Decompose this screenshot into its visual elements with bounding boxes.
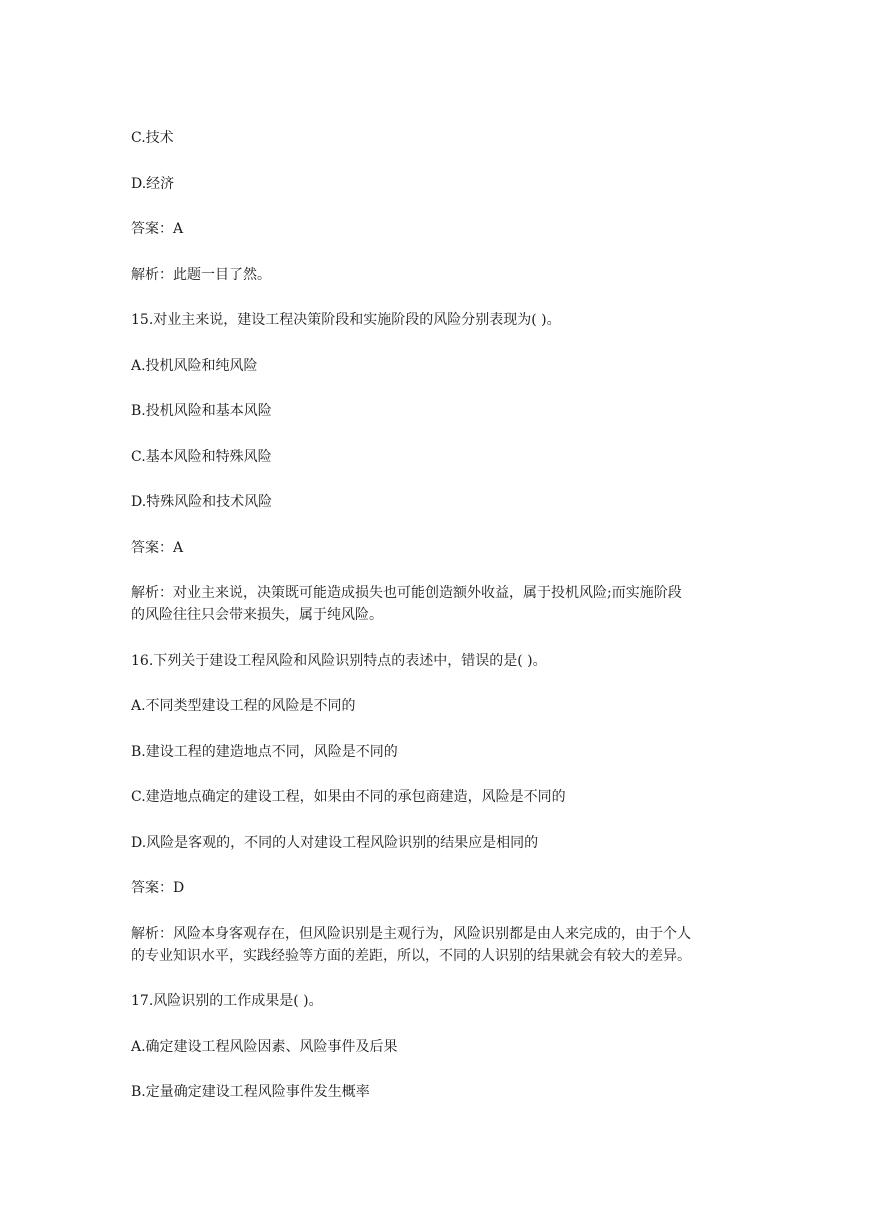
text-line: 答案：A xyxy=(131,539,184,556)
option-b xyxy=(131,741,741,763)
question-16 xyxy=(131,650,741,672)
text-line: B.建设工程的建造地点不同，风险是不同的 xyxy=(131,743,398,760)
option-c xyxy=(131,127,741,149)
question-17 xyxy=(131,990,741,1012)
text-line: B.投机风险和基本风险 xyxy=(131,403,272,419)
option-d xyxy=(131,491,741,513)
text-line: 17.风险识别的工作成果是( )。 xyxy=(131,993,323,1009)
text-line: A.确定建设工程风险因素、风险事件及后果 xyxy=(131,1038,398,1055)
analysis xyxy=(131,582,741,626)
text-line: 解析：风险本身客观存在，但风险识别是主观行为，风险识别都是由人来完成的，由于个人 xyxy=(131,925,691,942)
answer xyxy=(131,537,741,559)
text-line: C.技术 xyxy=(131,130,174,146)
text-line: D.经济 xyxy=(131,175,175,192)
text-line: 解析：此题一目了然。 xyxy=(131,266,271,283)
option-a xyxy=(131,355,741,377)
text-line: D.特殊风险和技术风险 xyxy=(131,494,273,510)
text-line: C.基本风险和特殊风险 xyxy=(131,448,272,465)
analysis xyxy=(131,264,741,286)
text-line: A.投机风险和纯风险 xyxy=(131,357,258,374)
option-c xyxy=(131,446,741,468)
text-line: 答案：A xyxy=(131,221,184,237)
text-line: 的风险往往只会带来损失，属于纯风险。 xyxy=(131,607,383,623)
text-line: 15.对业主来说，建设工程决策阶段和实施阶段的风险分别表现为( )。 xyxy=(131,312,561,328)
option-d xyxy=(131,832,741,854)
option-b xyxy=(131,1081,741,1103)
text-line: A.不同类型建设工程的风险是不同的 xyxy=(131,698,356,714)
option-a xyxy=(131,1036,741,1058)
text-line: 的专业知识水平，实践经验等方面的差距，所以，不同的人识别的结果就会有较大的差异。 xyxy=(131,947,691,964)
text-line: 16.下列关于建设工程风险和风险识别特点的表述中，错误的是( )。 xyxy=(131,652,547,669)
document-page xyxy=(131,127,741,1127)
question-15 xyxy=(131,309,741,331)
text-line: 答案：D xyxy=(131,880,185,896)
answer xyxy=(131,877,741,899)
text-line: B.定量确定建设工程风险事件发生概率 xyxy=(131,1084,370,1100)
option-a xyxy=(131,695,741,717)
text-line: 解析：对业主来说，决策既可能造成损失也可能创造额外收益，属于投机风险;而实施阶段 xyxy=(131,585,682,601)
analysis xyxy=(131,923,741,967)
answer xyxy=(131,218,741,240)
option-b xyxy=(131,400,741,422)
text-line: D.风险是客观的，不同的人对建设工程风险识别的结果应是相同的 xyxy=(131,834,539,851)
option-d xyxy=(131,173,741,195)
option-c xyxy=(131,786,741,808)
text-line: C.建造地点确定的建设工程，如果由不同的承包商建造，风险是不同的 xyxy=(131,789,566,805)
